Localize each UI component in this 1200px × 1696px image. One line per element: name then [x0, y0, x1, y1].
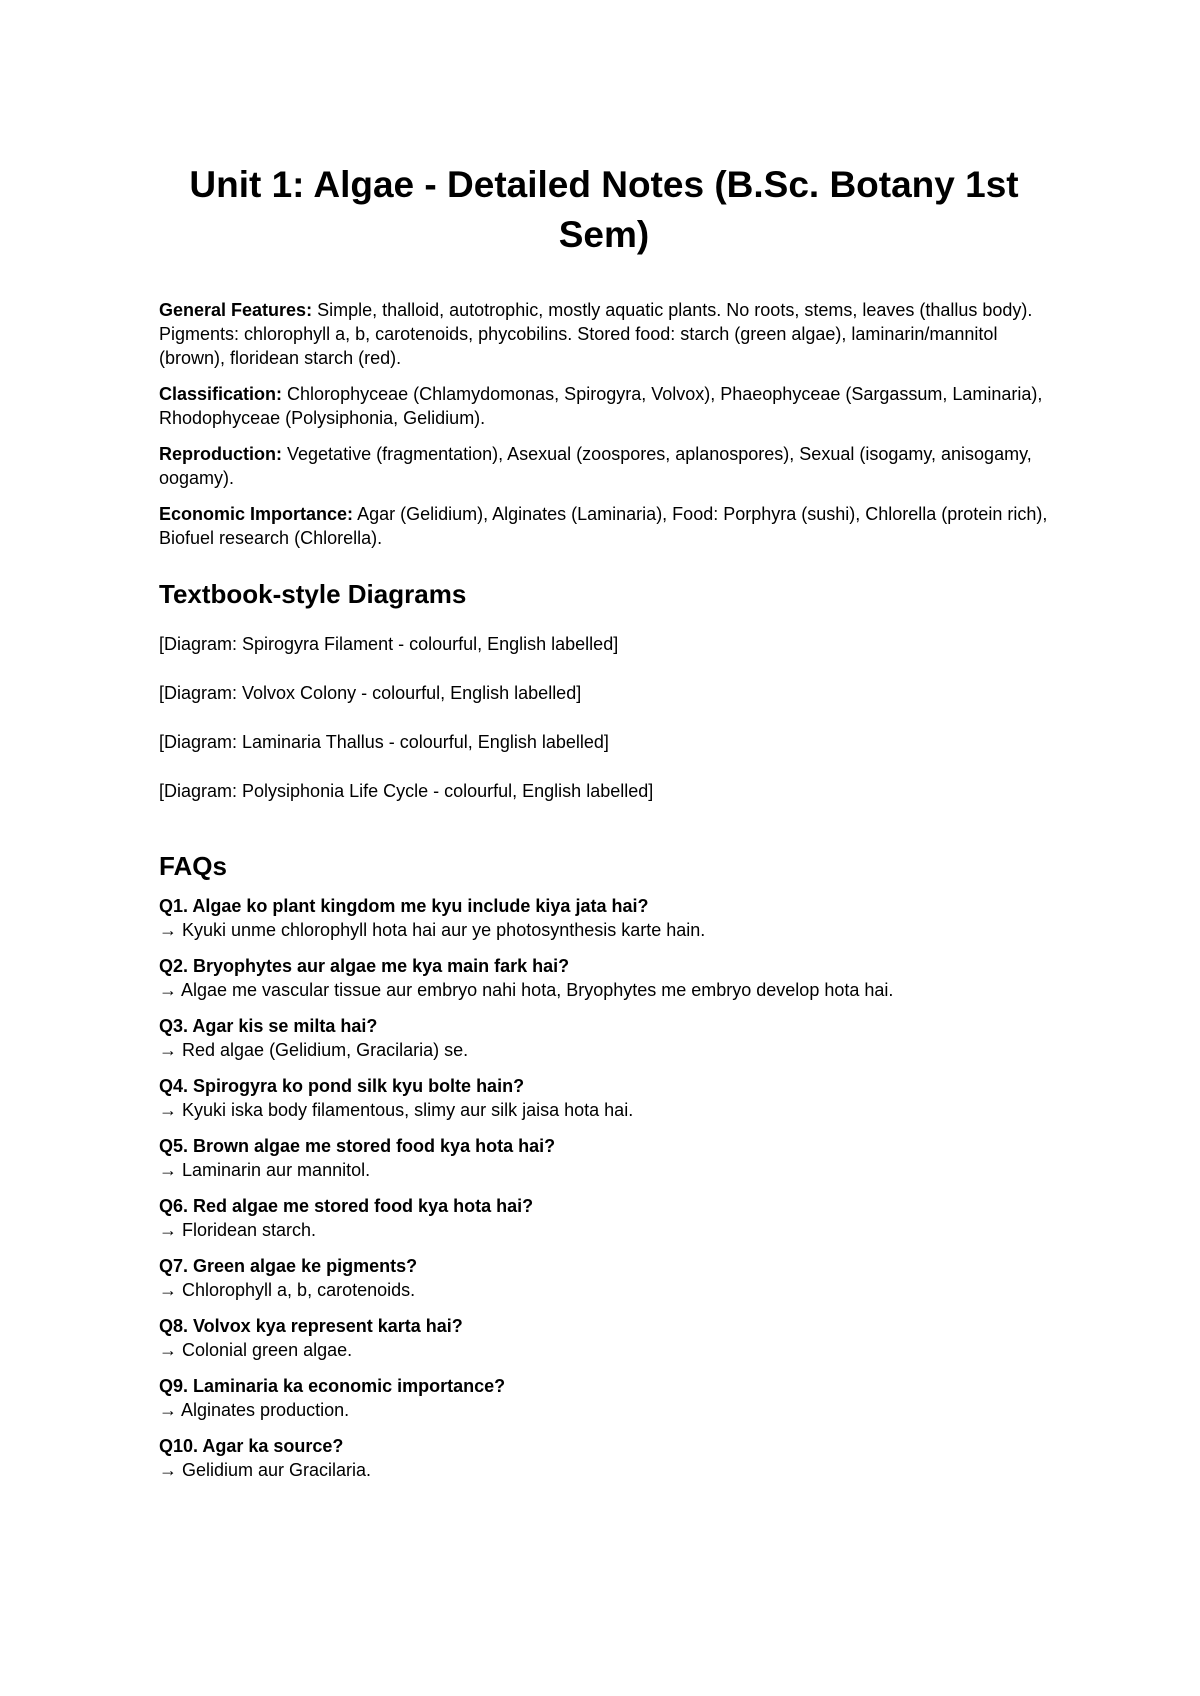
section-label: Economic Importance:	[159, 504, 354, 524]
faq-item	[159, 1374, 1049, 1422]
section-text: Chlorophyceae (Chlamydomonas, Spirogyra, Volvox), Phaeophyceae (Sargassum, Laminaria), Rhodophyceae (Polysiphonia, Gelidium).	[159, 384, 1043, 428]
faq-question: Q3. Agar kis se milta hai?	[159, 1016, 378, 1036]
faq-answer: → Kyuki unme chlorophyll hota hai aur ye photosynthesis karte hain.	[159, 920, 706, 940]
economic-importance-paragraph	[159, 502, 1049, 550]
faq-item	[159, 1194, 1049, 1242]
faq-answer: → Alginates production.	[159, 1400, 350, 1420]
faq-list	[159, 894, 1049, 1482]
classification-paragraph	[159, 382, 1049, 430]
general-features-paragraph	[159, 298, 1049, 370]
diagrams-heading: Textbook-style Diagrams	[159, 579, 467, 609]
diagram-placeholder: [Diagram: Polysiphonia Life Cycle - colourful, English labelled]	[159, 781, 654, 801]
faq-item	[159, 1254, 1049, 1302]
faq-answer: → Gelidium aur Gracilaria.	[159, 1460, 372, 1480]
faq-question: Q5. Brown algae me stored food kya hota hai?	[159, 1136, 556, 1156]
faq-question: Q10. Agar ka source?	[159, 1436, 344, 1456]
diagram-placeholder: [Diagram: Volvox Colony - colourful, English labelled]	[159, 683, 582, 703]
faq-question: Q9. Laminaria ka economic importance?	[159, 1376, 506, 1396]
section-label: General Features:	[159, 300, 313, 320]
faq-answer: → Laminarin aur mannitol.	[159, 1160, 371, 1180]
faq-question: Q1. Algae ko plant kingdom me kyu include kiya jata hai?	[159, 896, 649, 916]
faq-answer: → Floridean starch.	[159, 1220, 317, 1240]
faq-item	[159, 954, 1049, 1002]
faq-item	[159, 1314, 1049, 1362]
faq-question: Q7. Green algae ke pigments?	[159, 1256, 418, 1276]
faq-answer: → Colonial green algae.	[159, 1340, 353, 1360]
faq-heading: FAQs	[159, 851, 227, 881]
intro-section	[159, 298, 1049, 550]
diagram-placeholder: [Diagram: Laminaria Thallus - colourful, English labelled]	[159, 732, 609, 752]
faq-question: Q2. Bryophytes aur algae me kya main fark hai?	[159, 956, 570, 976]
faq-answer: → Red algae (Gelidium, Gracilaria) se.	[159, 1040, 469, 1060]
page-title: Unit 1: Algae - Detailed Notes (B.Sc. Botany 1st Sem)	[189, 164, 1019, 255]
section-text: Vegetative (fragmentation), Asexual (zoospores, aplanospores), Sexual (isogamy, anisogamy, oogamy).	[159, 444, 1032, 488]
faq-answer: → Algae me vascular tissue aur embryo nahi hota, Bryophytes me embryo develop hota hai.	[159, 980, 894, 1000]
faq-answer: → Kyuki iska body filamentous, slimy aur silk jaisa hota hai.	[159, 1100, 634, 1120]
faq-item	[159, 1134, 1049, 1182]
diagram-list	[159, 632, 1049, 803]
faq-question: Q4. Spirogyra ko pond silk kyu bolte hain?	[159, 1076, 525, 1096]
faq-question: Q8. Volvox kya represent karta hai?	[159, 1316, 463, 1336]
faq-item	[159, 1074, 1049, 1122]
section-label: Reproduction:	[159, 444, 282, 464]
section-text: Simple, thalloid, autotrophic, mostly aquatic plants. No roots, stems, leaves (thallus body). Pigments: chlorophyll a, b, carotenoids, phycobilins. Stored food: starch (green algae), laminarin/mannitol (brown), floridean starch (red).	[159, 300, 1033, 368]
section-label: Classification:	[159, 384, 283, 404]
section-text: Agar (Gelidium), Alginates (Laminaria), Food: Porphyra (sushi), Chlorella (protein rich), Biofuel research (Chlorella).	[159, 504, 1048, 548]
reproduction-paragraph	[159, 442, 1049, 490]
faq-answer: → Chlorophyll a, b, carotenoids.	[159, 1280, 416, 1300]
faq-item	[159, 1014, 1049, 1062]
faq-item	[159, 894, 1049, 942]
document-page	[159, 152, 1049, 1494]
faq-item	[159, 1434, 1049, 1482]
diagram-placeholder: [Diagram: Spirogyra Filament - colourful, English labelled]	[159, 634, 619, 654]
faq-question: Q6. Red algae me stored food kya hota hai?	[159, 1196, 534, 1216]
